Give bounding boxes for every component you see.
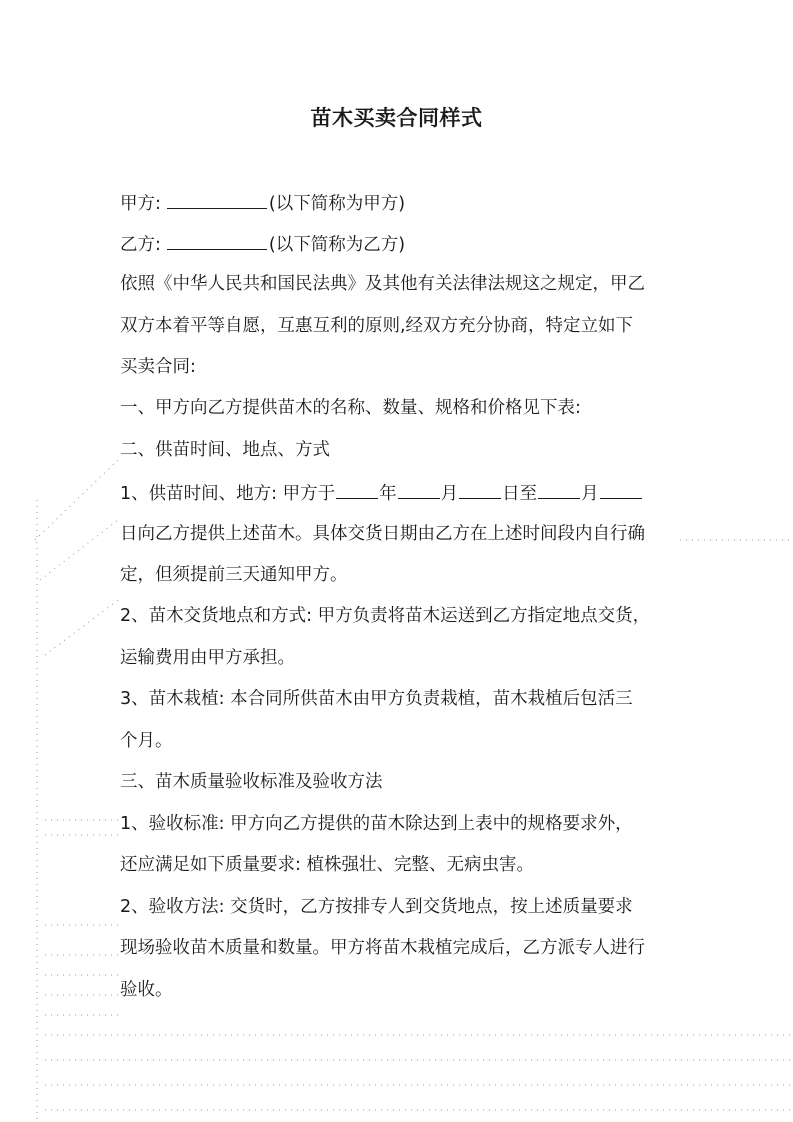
- end-month-blank[interactable]: [538, 480, 580, 499]
- party-b-line: [120, 231, 690, 257]
- party-b-blank[interactable]: [167, 231, 267, 250]
- document-title: 苗木买卖合同样式: [310, 106, 483, 130]
- clause-2-1-prefix: 1、供苗时间、地方: 甲方于: [120, 484, 336, 504]
- clause-2-1-line: 定，但须提前三天通知甲方。: [120, 565, 348, 585]
- clause-3-1-line: 1、验收标准: 甲方向乙方提供的苗木除达到上表中的规格要求外，: [120, 814, 633, 834]
- party-a-suffix: (以下简称为甲方): [268, 194, 406, 214]
- clause-3-1-line: 还应满足如下质量要求: 植株强壮、完整、无病虫害。: [120, 855, 534, 875]
- year-label: 年: [379, 484, 397, 504]
- preamble-line: 依照《中华人民共和国民法典》及其他有关法律法规这之规定，甲乙: [120, 274, 645, 294]
- month-label: 月: [440, 484, 459, 504]
- end-month-label: 月: [581, 484, 599, 504]
- clause-3-2-line: 2、验收方法: 交货时，乙方按排专人到交货地点，按上述质量要求: [120, 897, 633, 917]
- section-2-heading: 二、供苗时间、地点、方式: [120, 440, 330, 460]
- end-day-blank[interactable]: [600, 480, 642, 499]
- clause-2-1-line: [120, 480, 690, 506]
- party-a-line: [120, 190, 690, 216]
- party-b-label: 乙方:: [120, 235, 161, 255]
- preamble-line: 买卖合同:: [120, 357, 196, 377]
- month-blank[interactable]: [398, 480, 440, 499]
- clause-2-3-line: 个月。: [120, 731, 173, 751]
- party-a-label: 甲方:: [120, 194, 161, 214]
- clause-2-2-line: 运输费用由甲方承担。: [120, 648, 295, 668]
- clause-2-3-line: 3、苗木栽植: 本合同所供苗木由甲方负责栽植，苗木栽植后包活三: [120, 689, 633, 709]
- clause-3-2-line: 验收。: [120, 980, 173, 1000]
- party-a-blank[interactable]: [167, 190, 267, 209]
- section-3-heading: 三、苗木质量验收标准及验收方法: [120, 772, 383, 792]
- clause-2-2-line: 2、苗木交货地点和方式: 甲方负责将苗木运送到乙方指定地点交货，: [120, 606, 651, 626]
- section-1-heading: 一、甲方向乙方提供苗木的名称、数量、规格和价格见下表:: [120, 398, 581, 418]
- party-b-suffix: (以下简称为乙方): [268, 235, 406, 255]
- day-blank[interactable]: [459, 480, 501, 499]
- clause-2-1-line: 日向乙方提供上述苗木。具体交货日期由乙方在上述时间段内自行确: [120, 524, 645, 544]
- year-blank[interactable]: [336, 480, 378, 499]
- preamble-line: 双方本着平等自愿，互惠互利的原则,经双方充分协商，特定立如下: [120, 316, 634, 336]
- clause-3-2-line: 现场验收苗木质量和数量。甲方将苗木栽植完成后，乙方派专人进行: [120, 938, 645, 958]
- day-to-label: 日至: [502, 484, 538, 504]
